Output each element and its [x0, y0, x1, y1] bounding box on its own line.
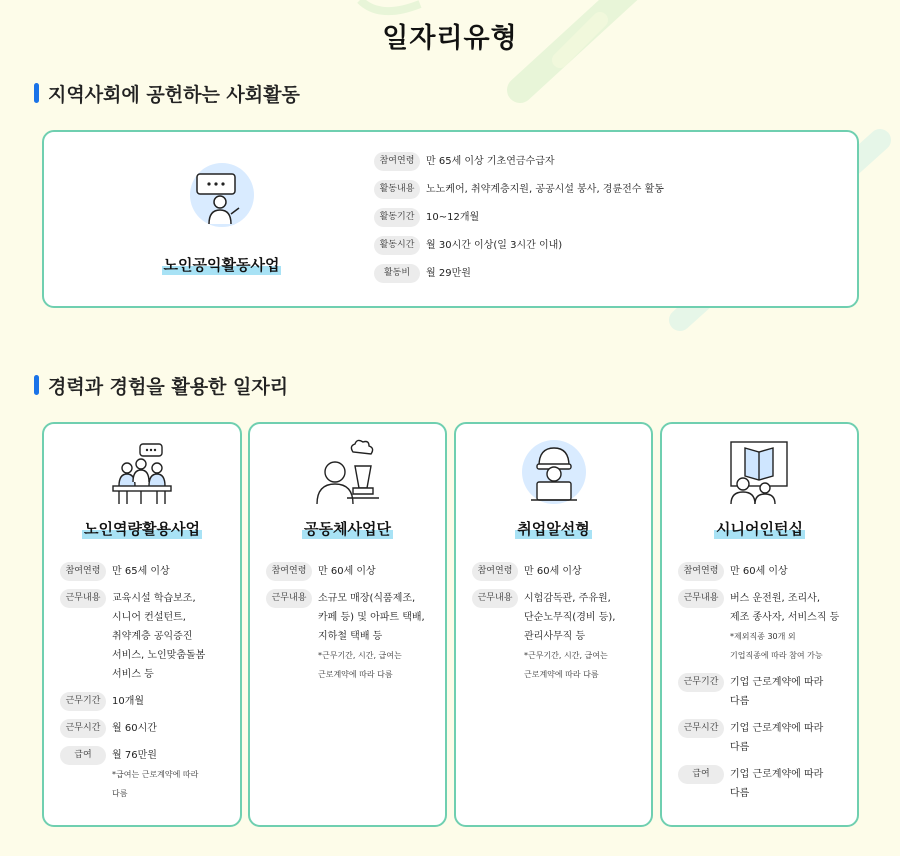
card-title: 취업알선형: [517, 520, 590, 538]
detail-label: 급여: [60, 746, 106, 765]
detail-value: 기업 근로계약에 따라: [730, 723, 824, 734]
detail-row: [60, 746, 232, 803]
detail-note: *근무기간, 시간, 급여는: [524, 651, 608, 660]
group-meeting-icon: [107, 436, 177, 506]
detail-row: [678, 673, 849, 711]
detail-label: 근무기간: [60, 692, 106, 711]
detail-row: [678, 765, 849, 803]
card-title: 노인공익활동사업: [163, 256, 280, 274]
speech-bubble-person-icon: [187, 160, 257, 230]
detail-value: 지하철 택배 등: [318, 631, 383, 642]
detail-value: 취약계층 공익증진: [112, 631, 193, 642]
detail-value: 서비스 등: [112, 669, 154, 680]
detail-value: 기업 근로계약에 따라: [730, 769, 824, 780]
detail-row: [678, 719, 849, 757]
card-title: 시니어인턴십: [716, 520, 803, 538]
detail-value: 만 65세 이상: [112, 566, 170, 577]
detail-value: 단순노무직(경비 등),: [524, 612, 616, 623]
detail-label: 근무내용: [266, 589, 312, 608]
page-title: 일자리유형: [382, 23, 518, 54]
detail-list: [374, 152, 664, 292]
detail-value: 버스 운전원, 조리사,: [730, 593, 820, 604]
detail-value: 다름: [730, 742, 750, 753]
detail-note: 기업직종에 따라 참여 가능: [730, 651, 823, 660]
detail-value: 기업 근로계약에 따라: [730, 677, 824, 688]
detail-list: [678, 562, 849, 811]
detail-row: [374, 152, 664, 171]
detail-note: 근로계약에 따라 다름: [524, 670, 599, 679]
detail-value: 10개월: [112, 696, 145, 707]
detail-row: [266, 589, 437, 684]
detail-note: 다름: [112, 789, 128, 798]
card-public-activity: [42, 130, 859, 308]
detail-value: 시니어 컨설턴트,: [112, 612, 186, 623]
detail-value: 제조 종사자, 서비스직 등: [730, 612, 840, 623]
detail-label: 활동기간: [374, 208, 420, 227]
card-title: 노인역량활용사업: [84, 520, 200, 538]
section-title-social-activity: 지역사회에 공헌하는 사회활동: [34, 80, 300, 107]
detail-row: [374, 180, 664, 199]
detail-value: 소규모 매장(식품제조,: [318, 593, 416, 604]
detail-row: [678, 562, 849, 581]
detail-row: [374, 208, 664, 227]
detail-value: 다름: [730, 788, 750, 799]
detail-value: 월 29만원: [426, 268, 471, 279]
detail-value: 시험감독관, 주유원,: [524, 593, 611, 604]
detail-label: 급여: [678, 765, 724, 784]
detail-label: 근무내용: [678, 589, 724, 608]
card-senior-internship: [660, 422, 859, 827]
detail-value: 관리사무직 등: [524, 631, 586, 642]
detail-row: [266, 562, 437, 581]
detail-label: 근무시간: [60, 719, 106, 738]
detail-list: [472, 562, 643, 692]
detail-label: 근무시간: [678, 719, 724, 738]
detail-label: 참여연령: [266, 562, 312, 581]
detail-label: 참여연령: [472, 562, 518, 581]
detail-label: 참여연령: [60, 562, 106, 581]
detail-value: 월 30시간 이상(일 3시간 이내): [426, 240, 563, 251]
detail-label: 근무내용: [472, 589, 518, 608]
detail-list: [60, 562, 232, 811]
detail-row: [60, 562, 232, 581]
detail-value: 월 76만원: [112, 750, 157, 761]
detail-label: 활동내용: [374, 180, 420, 199]
detail-value: 만 60세 이상: [318, 566, 376, 577]
detail-row: [472, 589, 643, 684]
detail-row: [60, 589, 232, 684]
detail-note: *급여는 근로계약에 따라: [112, 770, 199, 779]
detail-row: [472, 562, 643, 581]
detail-value: 다름: [730, 696, 750, 707]
detail-row: [60, 719, 232, 738]
card-title: 공동체사업단: [304, 520, 391, 538]
detail-note: *근무기간, 시간, 급여는: [318, 651, 402, 660]
detail-label: 활동비: [374, 264, 420, 283]
detail-value: 노노케어, 취약계층지원, 공공시설 봉사, 경륜전수 활동: [426, 184, 664, 195]
detail-row: [60, 692, 232, 711]
detail-value: 만 60세 이상: [524, 566, 582, 577]
detail-value: 카페 등) 및 아파트 택배,: [318, 612, 425, 623]
detail-label: 참여연령: [374, 152, 420, 171]
detail-label: 활동시간: [374, 236, 420, 255]
worker-laptop-icon: [519, 436, 589, 506]
detail-list: [266, 562, 437, 692]
detail-note: *제외직종 30개 외: [730, 632, 796, 641]
detail-value: 교육시설 학습보조,: [112, 593, 196, 604]
detail-row: [374, 236, 664, 255]
mentor-book-icon: [725, 436, 795, 506]
detail-value: 서비스, 노인맞춤돌봄: [112, 650, 206, 661]
card-community-business: [248, 422, 447, 827]
card-capacity-utilization: [42, 422, 242, 827]
detail-row: [678, 589, 849, 665]
detail-row: [374, 264, 664, 283]
detail-label: 참여연령: [678, 562, 724, 581]
detail-note: 근로계약에 따라 다름: [318, 670, 393, 679]
detail-value: 만 60세 이상: [730, 566, 788, 577]
detail-label: 근무기간: [678, 673, 724, 692]
cooking-person-icon: [313, 436, 383, 506]
detail-label: 근무내용: [60, 589, 106, 608]
detail-value: 만 65세 이상 기초연금수급자: [426, 156, 555, 167]
card-job-placement: [454, 422, 653, 827]
section-title-experience-jobs: 경력과 경험을 활용한 일자리: [34, 372, 288, 399]
detail-value: 월 60시간: [112, 723, 157, 734]
detail-value: 10~12개월: [426, 212, 480, 223]
